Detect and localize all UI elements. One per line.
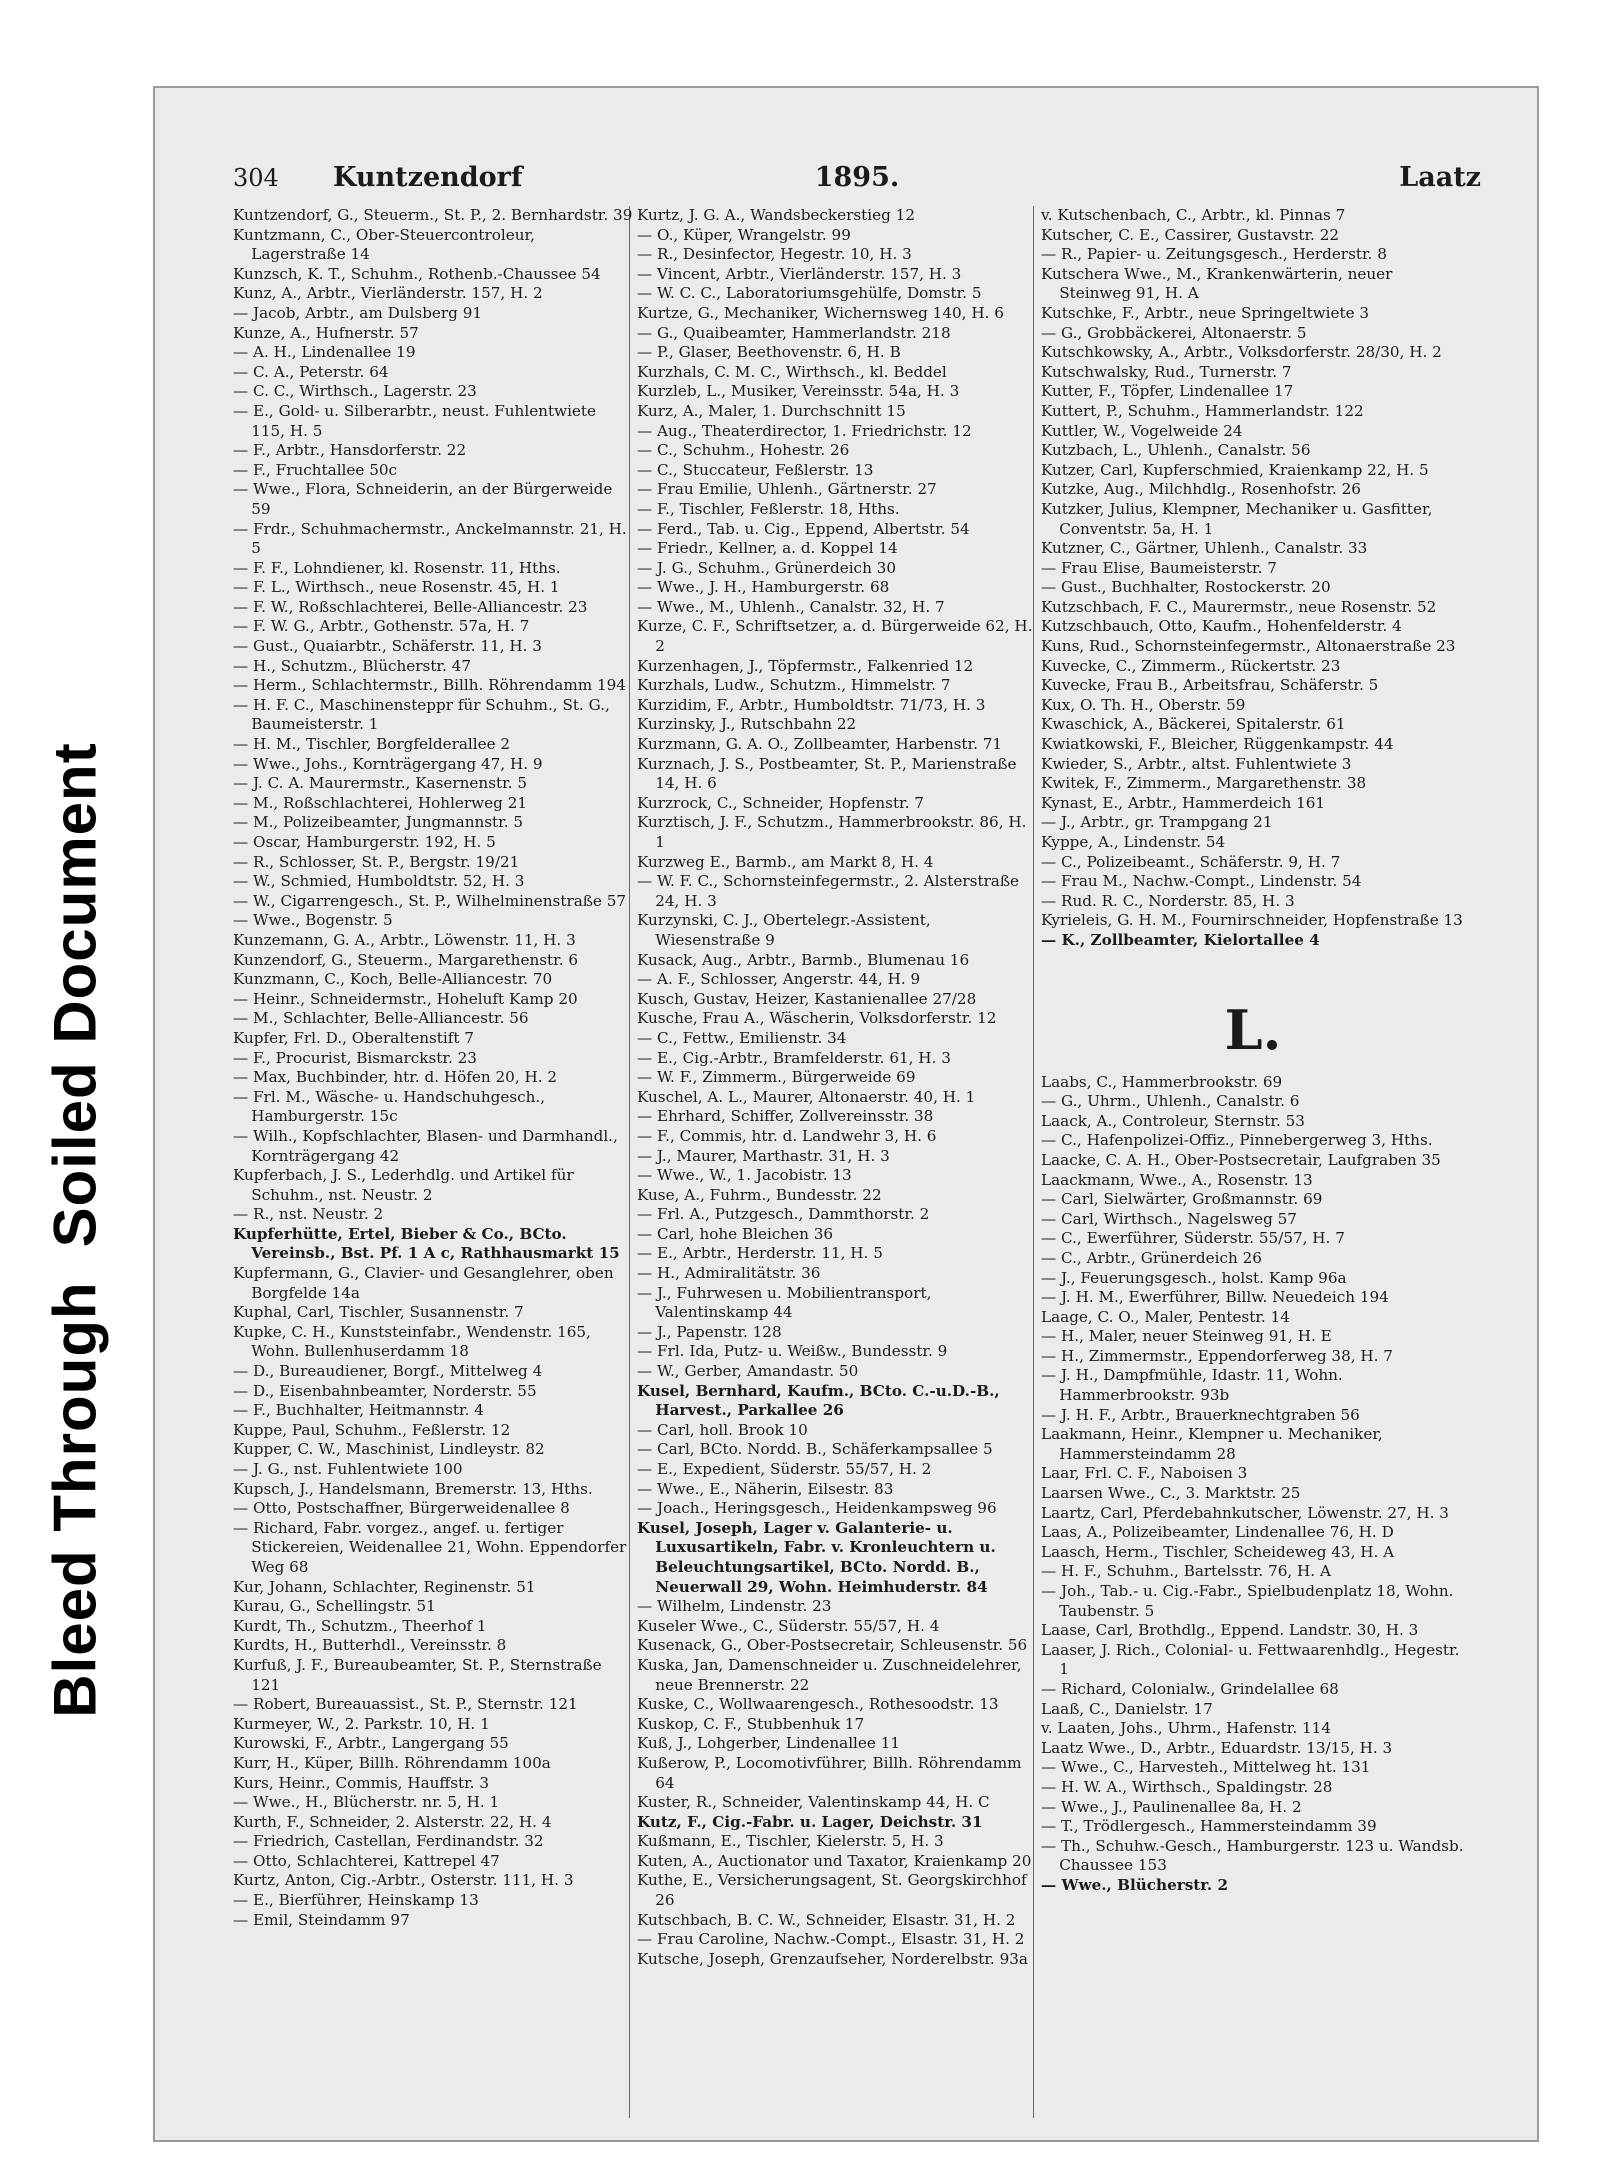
directory-entry: v. Kutschenbach, C., Arbtr., kl. Pinnas 7 [1041,206,1346,224]
directory-entry: Kurzinsky, J., Rutschbahn 22 [637,715,857,734]
directory-entry: — C., Schuhm., Hohestr. 26 [637,441,850,460]
directory-entry: — G., Grobbäckerei, Altonaerstr. 5 [1041,323,1307,342]
directory-entry: — M., Roßschlachterei, Hohlerweg 21 [233,793,528,812]
directory-entry: — Ferd., Tab. u. Cig., Eppend, Albertstr. 54 [637,519,970,538]
directory-entry: Kutzke, Aug., Milchhdlg., Rosenhofstr. 26 [1041,480,1361,499]
directory-entry: — R., nst. Neustr. 2 [233,1205,384,1224]
directory-entry: — W. C. C., Laboratoriumsgehülfe, Domstr. 5 [637,284,982,303]
directory-entry: Kurdts, H., Butterhdl., Vereinsstr. 8 [233,1636,507,1655]
page-header [233,156,1481,196]
directory-entry: — Wwe., Blücherstr. 2 [1041,1875,1229,1894]
directory-entry: Kuppe, Paul, Schuhm., Feßlerstr. 12 [233,1420,511,1439]
directory-entry: Kurowski, F., Arbtr., Langergang 55 [233,1734,509,1753]
directory-entry: Kusche, Frau A., Wäscherin, Volksdorferstr. 12 [637,1009,997,1028]
directory-entry: — Rud. R. C., Norderstr. 85, H. 3 [1041,891,1295,910]
directory-entry: — Frau M., Nachw.-Compt., Lindenstr. 54 [1041,872,1362,891]
directory-entry: — Frl. A., Putzgesch., Dammthorstr. 2 [637,1205,930,1224]
directory-entry: — Carl, Sielwärter, Großmannstr. 69 [1041,1190,1323,1209]
directory-entry: Kurmeyer, W., 2. Parkstr. 10, H. 1 [233,1714,490,1733]
directory-entry: — A. F., Schlosser, Angerstr. 44, H. 9 [637,970,921,989]
directory-entry: — Carl, hohe Bleichen 36 [637,1224,834,1243]
directory-entry: Kwaschick, A., Bäckerei, Spitalerstr. 61 [1041,715,1346,734]
directory-entry: — Joh., Tab.- u. Cig.-Fabr., Spielbudenplatz 18, Wohn. Taubenstr. 5 [1041,1582,1454,1620]
directory-entry: — F. L., Wirthsch., neue Rosenstr. 45, H. 1 [233,578,560,597]
page-number: 304 [233,164,279,192]
directory-entry: — Jacob, Arbtr., am Dulsberg 91 [233,303,483,322]
directory-entry: Kußmann, E., Tischler, Kielerstr. 5, H. 3 [637,1832,944,1851]
directory-entry: — A. H., Lindenallee 19 [233,343,416,362]
directory-entry: Kuska, Jan, Damenschneider u. Zuschneidelehrer, neue Brennerstr. 22 [637,1655,1022,1694]
directory-entry: — C. A., Peterstr. 64 [233,362,389,381]
directory-entry: Kurztisch, J. F., Schutzm., Hammerbrookstr. 86, H. 1 [637,813,1027,851]
directory-entry: — T., Trödlergesch., Hammersteindamm 39 [1041,1817,1377,1836]
directory-entry: Kupferhütte, Ertel, Bieber & Co., BCto. Vereinsb., Bst. Pf. 1 A c, Rathhausmarkt 15 [233,1224,620,1263]
directory-entry: — Otto, Postschaffner, Bürgerweidenallee 8 [233,1499,570,1518]
directory-entry: Kuvecke, Frau B., Arbeitsfrau, Schäferstr. 5 [1041,676,1379,695]
directory-entry: Kuns, Rud., Schornsteinfegermstr., Altonaerstraße 23 [1041,637,1456,656]
directory-entry: — J. G., Schuhm., Grünerdeich 30 [637,558,897,577]
directory-entry: Laarsen Wwe., C., 3. Marktstr. 25 [1041,1484,1301,1503]
directory-entry: Kutzer, Carl, Kupferschmied, Kraienkamp 22, H. 5 [1041,460,1429,479]
directory-entry: Kyrieleis, G. H. M., Fournirschneider, Hopfenstraße 13 [1041,911,1463,930]
directory-entry: Kuske, C., Wollwaarengesch., Rothesoodstr. 13 [637,1695,999,1714]
directory-entry: — Gust., Buchhalter, Rostockerstr. 20 [1041,578,1331,597]
directory-entry: — Robert, Bureauassist., St. P., Sternstr. 121 [233,1695,578,1714]
directory-entry: — Carl, BCto. Nordd. B., Schäferkampsallee 5 [637,1440,993,1459]
directory-entry: Kuphal, Carl, Tischler, Susannenstr. 7 [233,1303,524,1322]
directory-entry: Kunzendorf, G., Steuerm., Margarethenstr. 6 [233,950,579,969]
directory-entry: Kuß, J., Lohgerber, Lindenallee 11 [637,1734,901,1753]
directory-page [153,86,1539,2142]
directory-entry: Kur, Johann, Schlachter, Reginenstr. 51 [233,1577,536,1596]
directory-entry: Laatz Wwe., D., Arbtr., Eduardstr. 13/15, H. 3 [1041,1738,1393,1757]
directory-entry: Kurzidim, F., Arbtr., Humboldtstr. 71/73, H. 3 [637,695,986,714]
directory-entry: Kusel, Bernhard, Kaufm., BCto. C.-u.D.-B., Harvest., Parkallee 26 [637,1381,1000,1420]
directory-entry: Kuschel, A. L., Maurer, Altonaerstr. 40, H. 1 [637,1087,976,1106]
directory-entry: Kupke, C. H., Kunststeinfabr., Wendenstr. 165, Wohn. Bullenhuserdamm 18 [233,1322,591,1361]
directory-entry: Kutzschbauch, Otto, Kaufm., Hohenfelderstr. 4 [1041,617,1402,636]
directory-entry: — Wwe., H., Blücherstr. nr. 5, H. 1 [233,1793,500,1812]
directory-entry: Kuvecke, C., Zimmerm., Rückertstr. 23 [1041,656,1341,675]
directory-entry: — H. M., Tischler, Borgfelderallee 2 [233,735,511,754]
directory-column-3 [1041,206,1465,1896]
directory-entry: — F., Fruchtallee 50c [233,460,398,479]
directory-entry: — D., Bureaudiener, Borgf., Mittelweg 4 [233,1362,543,1381]
directory-entry: Kurtze, G., Mechaniker, Wichernsweg 140, H. 6 [637,303,1004,322]
directory-entry: Laas, A., Polizeibeamter, Lindenallee 76, H. D [1041,1523,1394,1542]
directory-entry: Kupferbach, J. S., Lederhdlg. und Artikel für Schuhm., nst. Neustr. 2 [233,1166,574,1204]
directory-entry: — E., Arbtr., Herderstr. 11, H. 5 [637,1244,883,1263]
directory-entry: — C., Stuccateur, Feßlerstr. 13 [637,460,874,479]
directory-entry: — H., Admiralitätstr. 36 [637,1264,821,1283]
directory-entry: — Wilhelm, Lindenstr. 23 [637,1597,832,1616]
directory-entry: — H. W. A., Wirthsch., Spaldingstr. 28 [1041,1777,1333,1796]
directory-entry: — J. H., Dampfmühle, Idastr. 11, Wohn. Hammerbrookstr. 93b [1041,1366,1343,1405]
directory-entry: Laacke, C. A. H., Ober-Postsecretair, Laufgraben 35 [1041,1150,1441,1169]
directory-entry: Kuten, A., Auctionator und Taxator, Kraienkamp 20 [637,1851,1032,1870]
directory-entry: Kynast, E., Arbtr., Hammerdeich 161 [1041,793,1326,812]
directory-entry: — E., Cig.-Arbtr., Bramfelderstr. 61, H. 3 [637,1048,951,1067]
directory-entry: Kusenack, G., Ober-Postsecretair, Schleusenstr. 56 [637,1636,1028,1655]
directory-entry: Kwiatkowski, F., Bleicher, Rüggenkampstr. 44 [1041,735,1394,754]
directory-entry: Kunzemann, G. A., Arbtr., Löwenstr. 11, H. 3 [233,930,576,949]
directory-entry: Kurfuß, J. F., Bureaubeamter, St. P., Sternstraße 121 [233,1655,602,1694]
directory-entry: — Wwe., J., Paulinenallee 8a, H. 2 [1041,1797,1302,1816]
directory-entry: Laabs, C., Hammerbrookstr. 69 [1041,1072,1283,1091]
directory-entry: Kusch, Gustav, Heizer, Kastanienallee 27/28 [637,989,977,1008]
directory-entry: — Gust., Quaiarbtr., Schäferstr. 11, H. 3 [233,637,542,656]
directory-entry: — F., Tischler, Feßlerstr. 18, Hths. [637,499,900,518]
directory-entry: Kusel, Joseph, Lager v. Galanterie- u. Luxusartikeln, Fabr. v. Kronleuchtern u. Beleuchtungsartikel, BCto. Nordd. B., Neuerwall 29, Wohn. Heimhuderstr. 84 [637,1518,996,1596]
directory-entry: Kwieder, S., Arbtr., altst. Fuhlentwiete 3 [1041,754,1352,773]
directory-entry: — Emil, Steindamm 97 [233,1910,410,1929]
directory-entry: — Max, Buchbinder, htr. d. Höfen 20, H. 2 [233,1068,558,1087]
directory-entry: Kußerow, P., Locomotivführer, Billh. Röhrendamm 64 [637,1753,1022,1792]
directory-entry: — Frdr., Schuhmachermstr., Anckelmannstr. 21, H. 5 [233,519,627,558]
directory-entry: — Ehrhard, Schiffer, Zollvereinsstr. 38 [637,1107,934,1126]
directory-entry: — M., Schlachter, Belle-Alliancestr. 56 [233,1009,529,1028]
directory-entry: — C., Fettw., Emilienstr. 34 [637,1028,847,1047]
running-head-year: 1895. [814,162,900,193]
directory-entry: — F. W., Roßschlachterei, Belle-Alliancestr. 23 [233,597,588,616]
directory-entry: — Heinr., Schneidermstr., Hoheluft Kamp 20 [233,989,578,1008]
directory-entry: — O., Küper, Wrangelstr. 99 [637,225,851,244]
directory-entry: — H. F. C., Maschinensteppr für Schuhm., St. G., Baumeisterstr. 1 [233,695,610,734]
directory-entry: — J. H. M., Ewerführer, Billw. Neuedeich 194 [1041,1288,1389,1307]
directory-entry: — E., Expedient, Süderstr. 55/57, H. 2 [637,1460,932,1478]
directory-entry: Kurtz, Anton, Cig.-Arbtr., Osterstr. 111, H. 3 [233,1871,574,1890]
directory-entry: Laakmann, Heinr., Klempner u. Mechaniker, Hammersteindamm 28 [1041,1425,1383,1463]
directory-entry: Kurzmann, G. A. O., Zollbeamter, Harbenstr. 71 [637,735,1003,754]
section-letter-heading: L. [1224,997,1282,1062]
directory-entry: Kutzschbach, F. C., Maurermstr., neue Rosenstr. 52 [1041,597,1437,616]
directory-entry: — Friedrich, Castellan, Ferdinandstr. 32 [233,1832,544,1851]
directory-entry: — Richard, Fabr. vorgez., angef. u. fertiger Stickereien, Weidenallee 21, Wohn. Eppendorfer Weg 68 [233,1518,627,1576]
directory-entry: Kutscher, C. E., Cassirer, Gustavstr. 22 [1041,225,1340,244]
directory-entry: Kunze, A., Hufnerstr. 57 [233,323,419,342]
directory-entry: — C., Arbtr., Grünerdeich 26 [1041,1248,1262,1267]
directory-entry: Kutzker, Julius, Klempner, Mechaniker u. Gasfitter, Conventstr. 5a, H. 1 [1041,499,1433,538]
directory-entry: — Oscar, Hamburgerstr. 192, H. 5 [233,833,496,851]
directory-entry: Kurzleb, L., Musiker, Vereinsstr. 54a, H. 3 [637,382,960,401]
directory-entry: Kurtz, J. G. A., Wandsbeckerstieg 12 [637,206,915,224]
directory-entry: Kunzmann, C., Koch, Belle-Alliancestr. 70 [233,970,553,989]
directory-entry: — Aug., Theaterdirector, 1. Friedrichstr. 12 [637,421,972,440]
directory-entry: — J., Feuerungsgesch., holst. Kamp 96a [1041,1268,1347,1287]
directory-entry: Kuse, A., Fuhrm., Bundesstr. 22 [637,1185,882,1204]
directory-entry: — F., Procurist, Bismarckstr. 23 [233,1048,477,1067]
directory-entry: Kuntzmann, C., Ober-Steuercontroleur, Lagerstraße 14 [233,225,535,264]
directory-entry: Kurzenhagen, J., Töpfermstr., Falkenried 12 [637,656,974,675]
directory-entry: Kutter, F., Töpfer, Lindenallee 17 [1041,382,1294,401]
directory-entry: — Wwe., M., Uhlenh., Canalstr. 32, H. 7 [637,597,945,616]
directory-entry: — C. C., Wirthsch., Lagerstr. 23 [233,382,477,401]
directory-entry: v. Laaten, Johs., Uhrm., Hafenstr. 114 [1041,1719,1331,1738]
directory-entry: — W. F. C., Schornsteinfegermstr., 2. Alsterstraße 24, H. 3 [637,872,1019,910]
directory-entry: Kurzrock, C., Schneider, Hopfenstr. 7 [637,793,924,812]
directory-entry: — Joach., Heringsgesch., Heidenkampsweg 96 [637,1499,997,1518]
directory-entry: — Frau Caroline, Nachw.-Compt., Elsastr. 31, H. 2 [637,1930,1025,1949]
directory-entry: — H., Zimmermstr., Eppendorferweg 38, H. 7 [1041,1346,1393,1365]
directory-entry: — C., Hafenpolizei-Offiz., Pinnebergerweg 3, Hths. [1041,1131,1433,1150]
directory-entry: Kupsch, J., Handelsmann, Bremerstr. 13, Hths. [233,1479,593,1498]
directory-entry: — F., Arbtr., Hansdorferstr. 22 [233,441,467,460]
directory-entry: — H. F., Schuhm., Bartelsstr. 76, H. A [1041,1562,1331,1581]
directory-entry: Kuseler Wwe., C., Süderstr. 55/57, H. 4 [637,1616,940,1635]
running-head-right: Laatz [1399,162,1481,193]
directory-entry: — Th., Schuhw.-Gesch., Hamburgerstr. 123 u. Wandsb. Chaussee 153 [1041,1836,1464,1875]
directory-entry: — H., Schutzm., Blücherstr. 47 [233,656,472,675]
directory-entry: — Frau Elise, Baumeisterstr. 7 [1041,558,1277,577]
directory-entry: Laackmann, Wwe., A., Rosenstr. 13 [1041,1170,1313,1189]
directory-entry: — G., Uhrm., Uhlenh., Canalstr. 6 [1041,1092,1300,1111]
directory-entry: — Wwe., Flora, Schneiderin, an der Bürgerweide 59 [233,480,613,518]
directory-entry: — P., Glaser, Beethovenstr. 6, H. B [637,343,901,362]
directory-entry: — R., Papier- u. Zeitungsgesch., Herderstr. 8 [1041,245,1387,264]
directory-entry: Kuttert, P., Schuhm., Hammerlandstr. 122 [1041,401,1364,420]
directory-entry: — W., Gerber, Amandastr. 50 [637,1362,859,1381]
directory-entry: — F. W. G., Arbtr., Gothenstr. 57a, H. 7 [233,617,530,636]
directory-entry: Kurzhals, C. M. C., Wirthsch., kl. Beddel [637,362,947,381]
directory-entry: — J., Arbtr., gr. Trampgang 21 [1041,813,1273,832]
directory-entry: — W., Schmied, Humboldtstr. 52, H. 3 [233,872,525,891]
directory-entry: — G., Quaibeamter, Hammerlandstr. 218 [637,323,951,342]
directory-entry: — R., Desinfector, Hegestr. 10, H. 3 [637,245,912,264]
directory-entry: Laack, A., Controleur, Sternstr. 53 [1041,1111,1305,1130]
directory-entry: — Wwe., Bogenstr. 5 [233,911,393,930]
directory-entry: Kutschera Wwe., M., Krankenwärterin, neuer Steinweg 91, H. A [1041,264,1393,303]
directory-entry: — J. G., nst. Fuhlentwiete 100 [233,1460,463,1478]
directory-entry: Kyppe, A., Lindenstr. 54 [1041,833,1226,851]
stamp-text [41,742,110,1717]
directory-entry: Laartz, Carl, Pferdebahnkutscher, Löwenstr. 27, H. 3 [1041,1503,1449,1522]
directory-entry: — J., Papenstr. 128 [637,1322,782,1341]
directory-entry: Kutzner, C., Gärtner, Uhlenh., Canalstr. 33 [1041,539,1368,558]
directory-entry: Kupfer, Frl. D., Oberaltenstift 7 [233,1028,474,1047]
directory-entry: Kurzweg E., Barmb., am Markt 8, H. 4 [637,852,934,871]
directory-entry: Kurz, A., Maler, 1. Durchschnitt 15 [637,401,906,420]
directory-entry: — Herm., Schlachtermstr., Billh. Röhrendamm 194 [233,676,626,695]
directory-entry: — C., Ewerführer, Süderstr. 55/57, H. 7 [1041,1229,1345,1248]
directory-entry: Kurznach, J. S., Postbeamter, St. P., Marienstraße 14, H. 6 [637,754,1017,793]
directory-entry: Kutschke, F., Arbtr., neue Springeltwiete 3 [1041,303,1370,322]
directory-entry: Kuthe, E., Versicherungsagent, St. Georgskirchhof 26 [637,1871,1027,1910]
directory-entry: Kwitek, F., Zimmerm., Margarethenstr. 38 [1041,774,1367,793]
directory-entry: Kurr, H., Küper, Billh. Röhrendamm 100a [233,1753,551,1772]
directory-entry: Kux, O. Th. H., Oberstr. 59 [1041,695,1246,714]
directory-entry: — Carl, holl. Brook 10 [637,1420,808,1439]
directory-entry: — F. F., Lohndiener, kl. Rosenstr. 11, Hths. [233,558,561,577]
directory-entry: — Otto, Schlachterei, Kattrepel 47 [233,1851,500,1870]
directory-entry: Kutzbach, L., Uhlenh., Canalstr. 56 [1041,441,1311,460]
stamp-line-soiled-document: Soiled Document [41,742,109,1248]
directory-entry: Kunz, A., Arbtr., Vierländerstr. 157, H. 2 [233,284,543,303]
directory-entry: — C., Polizeibeamt., Schäferstr. 9, H. 7 [1041,852,1341,871]
directory-entry: — Wwe., J. H., Hamburgerstr. 68 [637,578,890,597]
directory-entry: Kupper, C. W., Maschinist, Lindleystr. 82 [233,1440,545,1459]
directory-entry: — F., Buchhalter, Heitmannstr. 4 [233,1401,484,1420]
directory-entry: Kurdt, Th., Schutzm., Theerhof 1 [233,1616,487,1635]
directory-entry: Kutz, F., Cig.-Fabr. u. Lager, Deichstr. 31 [637,1812,983,1831]
directory-entry: — Richard, Colonialw., Grindelallee 68 [1041,1679,1339,1698]
directory-entry: — Carl, Wirthsch., Nagelsweg 57 [1041,1209,1297,1228]
directory-entry: Kutschbach, B. C. W., Schneider, Elsastr. 31, H. 2 [637,1910,1016,1929]
directory-entry: Kuster, R., Schneider, Valentinskamp 44, H. C [637,1793,990,1812]
directory-entry: — Friedr., Kellner, a. d. Koppel 14 [637,539,898,558]
directory-entry: — Frl. Ida, Putz- u. Weißw., Bundesstr. 9 [637,1342,948,1361]
directory-entry: — W. F., Zimmerm., Bürgerweide 69 [637,1068,916,1087]
directory-entry: Laaser, J. Rich., Colonial- u. Fettwaarenhdlg., Hegestr. 1 [1041,1640,1460,1679]
directory-column-2 [637,206,1037,1969]
directory-entry: Kutschkowsky, A., Arbtr., Volksdorferstr. 28/30, H. 2 [1041,343,1442,362]
directory-entry: Kutschwalsky, Rud., Turnerstr. 7 [1041,362,1292,381]
directory-entry: Kuntzendorf, G., Steuerm., St. P., 2. Bernhardstr. 39 [233,206,633,224]
directory-entry: — M., Polizeibeamter, Jungmannstr. 5 [233,813,524,832]
directory-entry: — W., Cigarrengesch., St. P., Wilhelminenstraße 57 [233,891,627,910]
directory-entry: Laaß, C., Danielstr. 17 [1041,1699,1213,1718]
directory-entry: Kurze, C. F., Schriftsetzer, a. d. Bürgerweide 62, H. 2 [637,617,1033,656]
directory-entry: — Wwe., Johs., Kornträgergang 47, H. 9 [233,754,543,773]
directory-entry: Kuttler, W., Vogelweide 24 [1041,421,1243,440]
directory-entry: Laasch, Herm., Tischler, Scheideweg 43, H. A [1041,1542,1395,1561]
directory-entry: — Vincent, Arbtr., Vierländerstr. 157, H. 3 [637,264,962,283]
directory-entry: Laar, Frl. C. F., Naboisen 3 [1041,1464,1248,1483]
directory-entry: — J. H. F., Arbtr., Brauerknechtgraben 56 [1041,1405,1360,1424]
directory-entry: — Wilh., Kopfschlachter, Blasen- und Darmhandl., Kornträgergang 42 [233,1126,618,1165]
directory-entry: — J. C. A. Maurermstr., Kasernenstr. 5 [233,774,528,793]
directory-entry: — J., Maurer, Marthastr. 31, H. 3 [637,1146,890,1165]
directory-entry: Kutsche, Joseph, Grenzaufseher, Norderelbstr. 93a [637,1949,1028,1968]
stamp-line-bleed-through: Bleed Through [41,1281,109,1718]
directory-entry: — F., Commis, htr. d. Landwehr 3, H. 6 [637,1126,937,1145]
directory-column-1 [233,206,633,1930]
directory-entry: Kupfermann, G., Clavier- und Gesanglehrer, oben Borgfelde 14a [233,1264,614,1302]
directory-entry: Kurzhals, Ludw., Schutzm., Himmelstr. 7 [637,676,951,695]
directory-entry: Kuskop, C. F., Stubbenhuk 17 [637,1714,865,1733]
directory-entry: Kurau, G., Schellingstr. 51 [233,1597,436,1616]
directory-entry: Kurs, Heinr., Commis, Hauffstr. 3 [233,1773,489,1792]
directory-entry: — Wwe., E., Näherin, Eilsestr. 83 [637,1479,894,1498]
directory-entry: — J., Fuhrwesen u. Mobilientransport, Valentinskamp 44 [637,1283,932,1322]
stamp-label [0,680,150,1780]
running-head-left: Kuntzendorf [333,162,523,193]
directory-entry: Kurzynski, C. J., Obertelegr.-Assistent, Wiesenstraße 9 [637,911,931,949]
directory-entry: Kurth, F., Schneider, 2. Alsterstr. 22, H. 4 [233,1812,552,1831]
directory-entry: — Frl. M., Wäsche- u. Handschuhgesch., Hamburgerstr. 15c [233,1087,546,1126]
directory-entry: — H., Maler, neuer Steinweg 91, H. E [1041,1327,1332,1346]
directory-entry: Kunzsch, K. T., Schuhm., Rothenb.-Chaussee 54 [233,264,601,283]
directory-entry: — E., Gold- u. Silberarbtr., neust. Fuhlentwiete 115, H. 5 [233,401,597,440]
directory-entry: Laase, Carl, Brothdlg., Eppend. Landstr. 30, H. 3 [1041,1621,1419,1640]
directory-entry: — Wwe., C., Harvesteh., Mittelweg ht. 131 [1041,1758,1371,1777]
directory-entry: — E., Bierführer, Heinskamp 13 [233,1891,479,1910]
directory-entry: Kusack, Aug., Arbtr., Barmb., Blumenau 16 [637,950,970,969]
directory-entry: — R., Schlosser, St. P., Bergstr. 19/21 [233,852,520,871]
directory-entry: Laage, C. O., Maler, Pentestr. 14 [1041,1307,1290,1326]
directory-entry: — Wwe., W., 1. Jacobistr. 13 [637,1166,852,1185]
directory-entry: — D., Eisenbahnbeamter, Norderstr. 55 [233,1381,537,1400]
directory-entry: — K., Zollbeamter, Kielortallee 4 [1041,930,1320,949]
directory-entry: — Frau Emilie, Uhlenh., Gärtnerstr. 27 [637,480,937,499]
